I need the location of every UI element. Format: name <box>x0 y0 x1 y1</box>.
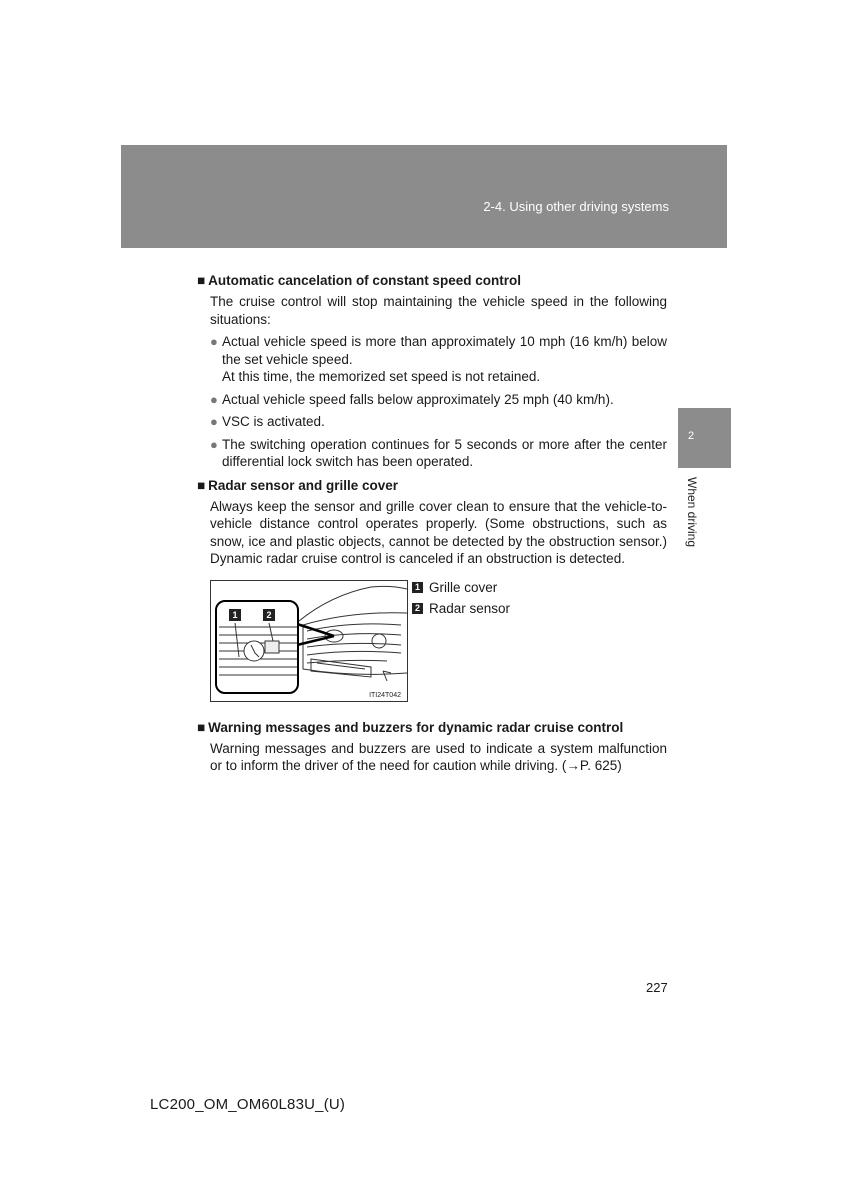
chapter-label: When driving <box>685 477 699 548</box>
list-item <box>210 436 667 471</box>
list-item <box>210 391 667 409</box>
section-heading-radar <box>197 476 667 495</box>
figure-row <box>197 580 667 712</box>
bullet-subtext: At this time, the memorized set speed is not retained. <box>222 369 541 384</box>
section-heading-text: Radar sensor and grille cover <box>208 477 398 493</box>
callout-item <box>412 580 510 595</box>
list-item <box>210 413 667 431</box>
vehicle-front-illustration-icon <box>211 581 407 701</box>
callout-number: 2 <box>412 603 423 614</box>
callout-item <box>412 601 510 616</box>
square-marker-icon: ■ <box>197 273 206 288</box>
list-item <box>210 333 667 386</box>
bullet-text: VSC is activated. <box>222 414 325 429</box>
section-title: 2-4. Using other driving systems <box>483 199 669 214</box>
section-heading-text: Warning messages and buzzers for dynamic radar cruise control <box>208 719 624 735</box>
section-heading-warnings <box>197 718 667 737</box>
bullet-dot-icon: ● <box>210 436 218 452</box>
bullet-text: Actual vehicle speed falls below approximately 25 mph (40 km/h). <box>222 391 614 407</box>
section-body-text: Warning messages and buzzers are used to indicate a system malfunction or to inform the driver of the need for caution while driving. (→P. 625) <box>210 740 667 773</box>
grille-illustration <box>210 580 408 702</box>
page-number: 227 <box>646 980 668 995</box>
page-content <box>197 271 667 775</box>
bullet-text: Actual vehicle speed is more than approximately 10 mph (16 km/h) below the set vehicle speed. <box>222 334 667 367</box>
header-band <box>121 145 727 248</box>
chapter-tab[interactable] <box>678 408 731 468</box>
document-code: LC200_OM_OM60L83U_(U) <box>150 1096 346 1113</box>
section-body: Always keep the sensor and grille cover clean to ensure that the vehicle-to-vehicle distance control operates properly. (Some obstructions, such as snow, ice and plastic objects, cannot be detected by the obstruction sensor.) Dynamic radar cruise control is canceled if an obstruction is detected. <box>210 498 667 566</box>
callout-label: Radar sensor <box>429 600 511 616</box>
section-heading-cancelation <box>197 271 667 290</box>
figure-code: ITI24T042 <box>369 691 401 699</box>
callout-marker-2: 2 <box>263 609 275 621</box>
bullet-dot-icon: ● <box>210 334 218 349</box>
callout-label: Grille cover <box>429 579 498 595</box>
cancel-conditions-list <box>210 333 667 471</box>
chapter-number: 2 <box>688 430 695 442</box>
callout-legend <box>412 580 510 622</box>
callout-marker-1: 1 <box>229 609 241 621</box>
section-intro: The cruise control will stop maintaining the vehicle speed in the following situations: <box>210 294 667 327</box>
square-marker-icon: ■ <box>197 719 206 735</box>
bullet-dot-icon: ● <box>210 391 218 407</box>
callout-number: 1 <box>412 582 423 593</box>
bullet-dot-icon: ● <box>210 414 218 429</box>
section-body <box>210 740 667 775</box>
bullet-text: The switching operation continues for 5 seconds or more after the center differential lock switch has been operated. <box>222 436 667 469</box>
square-marker-icon: ■ <box>197 477 206 493</box>
section-heading-text: Automatic cancelation of constant speed control <box>208 273 521 288</box>
